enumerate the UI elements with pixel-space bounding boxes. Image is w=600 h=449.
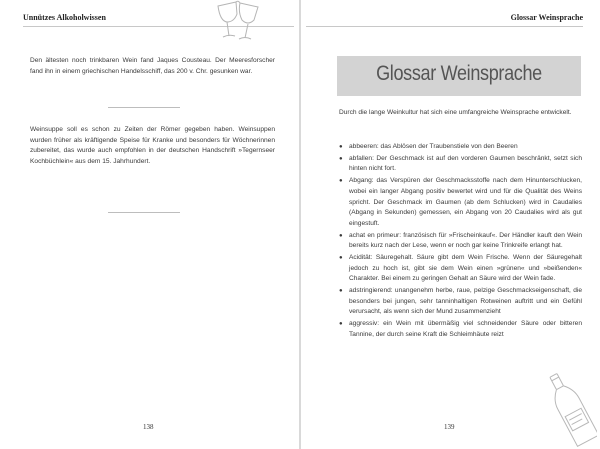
glossary-item: ● Abgang: das Verspüren der Geschmacksstoffe nach dem Hinunterschlucken, wobei ein langer Abgang positiv bewertet wird und für die Qualität des Weins spricht. Der Geschmack im Gaumen (ab dem Schlucken) wird in Caudalies (Abgang in Sekunden) gemessen, ein Abgang von 20 Caudalies wird als gut eingestuft.: [339, 177, 582, 227]
wine-bottle-icon: [549, 368, 597, 448]
chapter-title-box: [337, 56, 581, 96]
running-head: Glossar Weinsprache: [510, 13, 583, 22]
glossary-item: ● adstringierend: unangenehm herbe, raue, pelzige Geschmackseigenschaft, die besonders bei jungen, sehr tanninhaltigen Rotweinen auftritt und ein Gefühl verursacht, als wenn sich der Mund zusammenzieht: [339, 287, 582, 316]
page-number: 138: [143, 423, 154, 431]
left-page: [0, 0, 299, 449]
glossary-list: [339, 142, 582, 342]
chapter-title: Glossar Weinsprache: [376, 62, 542, 85]
glossary-item: ● achat en primeur: französisch für »Frischeinkauf«. Der Händler kauft den Wein bereits kurz nach der Lese, wenn er noch gar keine Trinkreife erlangt hat.: [339, 231, 582, 250]
glossary-item: ● Acidität: Säuregehalt. Säure gibt dem Wein Frische. Wenn der Säuregehalt jedoch zu hoch ist, gibt sie dem Wein einen »grünen« und »beißenden« Charakter. Bei einem zu geringen Gehalt an Säure wird der Wein fade.: [339, 254, 582, 283]
right-page: [301, 0, 600, 449]
paragraph-oldest-wine: Den ältesten noch trinkbaren Wein fand Jaques Cousteau. Der Meeresforscher fand ihn in einem griechischen Handelsschiff, das 200 v. Chr. gesunken war.: [30, 57, 275, 75]
paragraph-wine-soup: Weinsuppe soll es schon zu Zeiten der Römer gegeben haben. Weinsuppen wurden früher als kräftigende Speise für Kranke und besonders für Wöchnerinnen zubereitet, das wurde auch empfohlen in der deutschen Handschrift »Tegernseer Kochbüchlein« aus dem 15. Jahrhundert.: [30, 126, 275, 165]
glossary-item: ● abfallen: Der Geschmack ist auf den vorderen Gaumen beschränkt, setzt sich hinten nicht fort.: [339, 154, 582, 173]
page-number: 139: [444, 423, 455, 431]
section-divider: [108, 212, 180, 213]
running-head: Unnützes Alkoholwissen: [23, 13, 106, 22]
wine-glasses-icon: [210, 0, 270, 46]
header-rule: [306, 26, 583, 27]
glossary-item: ● abbeeren: das Ablösen der Traubenstiele von den Beeren: [339, 143, 518, 150]
glossary-item: ● aggressiv: ein Wein mit übermäßig viel schneidender Säure oder bitteren Tannine, der durch seine Kraft die Schleimhäute reizt: [339, 320, 582, 338]
section-divider: [108, 107, 180, 108]
intro-paragraph: Durch die lange Weinkultur hat sich eine umfangreiche Weinsprache entwickelt.: [339, 109, 572, 116]
